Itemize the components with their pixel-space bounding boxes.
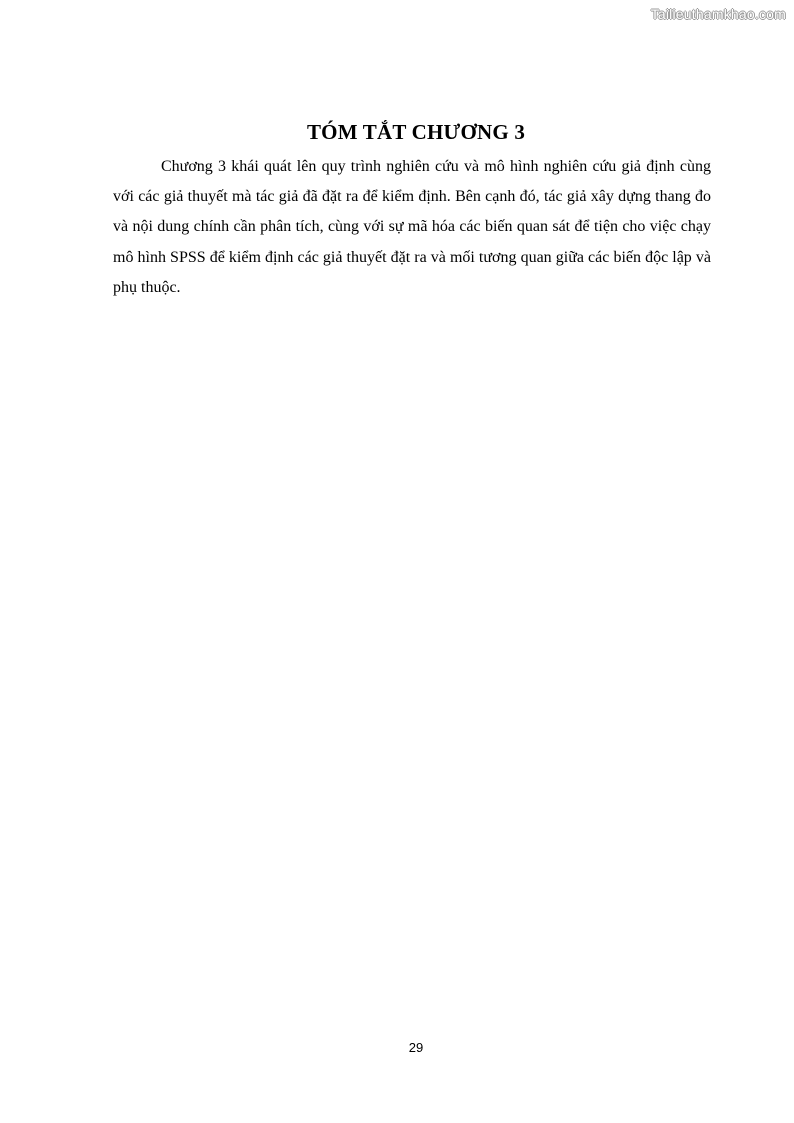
page-number: 29 [408, 1040, 424, 1055]
watermark: Tailieuthamkhao.com [650, 6, 786, 22]
body-paragraph: Chương 3 khái quát lên quy trình nghiên cứu và mô hình nghiên cứu giả định cùng với các giả thuyết mà tác giả đã đặt ra để kiểm định. Bên cạnh đó, tác giả xây dựng thang đo và nội dung chính cần phân tích, cùng với sự mã hóa các biến quan sát để tiện cho việc chạy mô hình SPSS để kiểm định các giả thuyết đặt ra và mối tương quan giữa các biến độc lập và phụ thuộc. [113, 158, 711, 296]
page-title: TÓM TẮT CHƯƠNG 3 [306, 120, 526, 144]
